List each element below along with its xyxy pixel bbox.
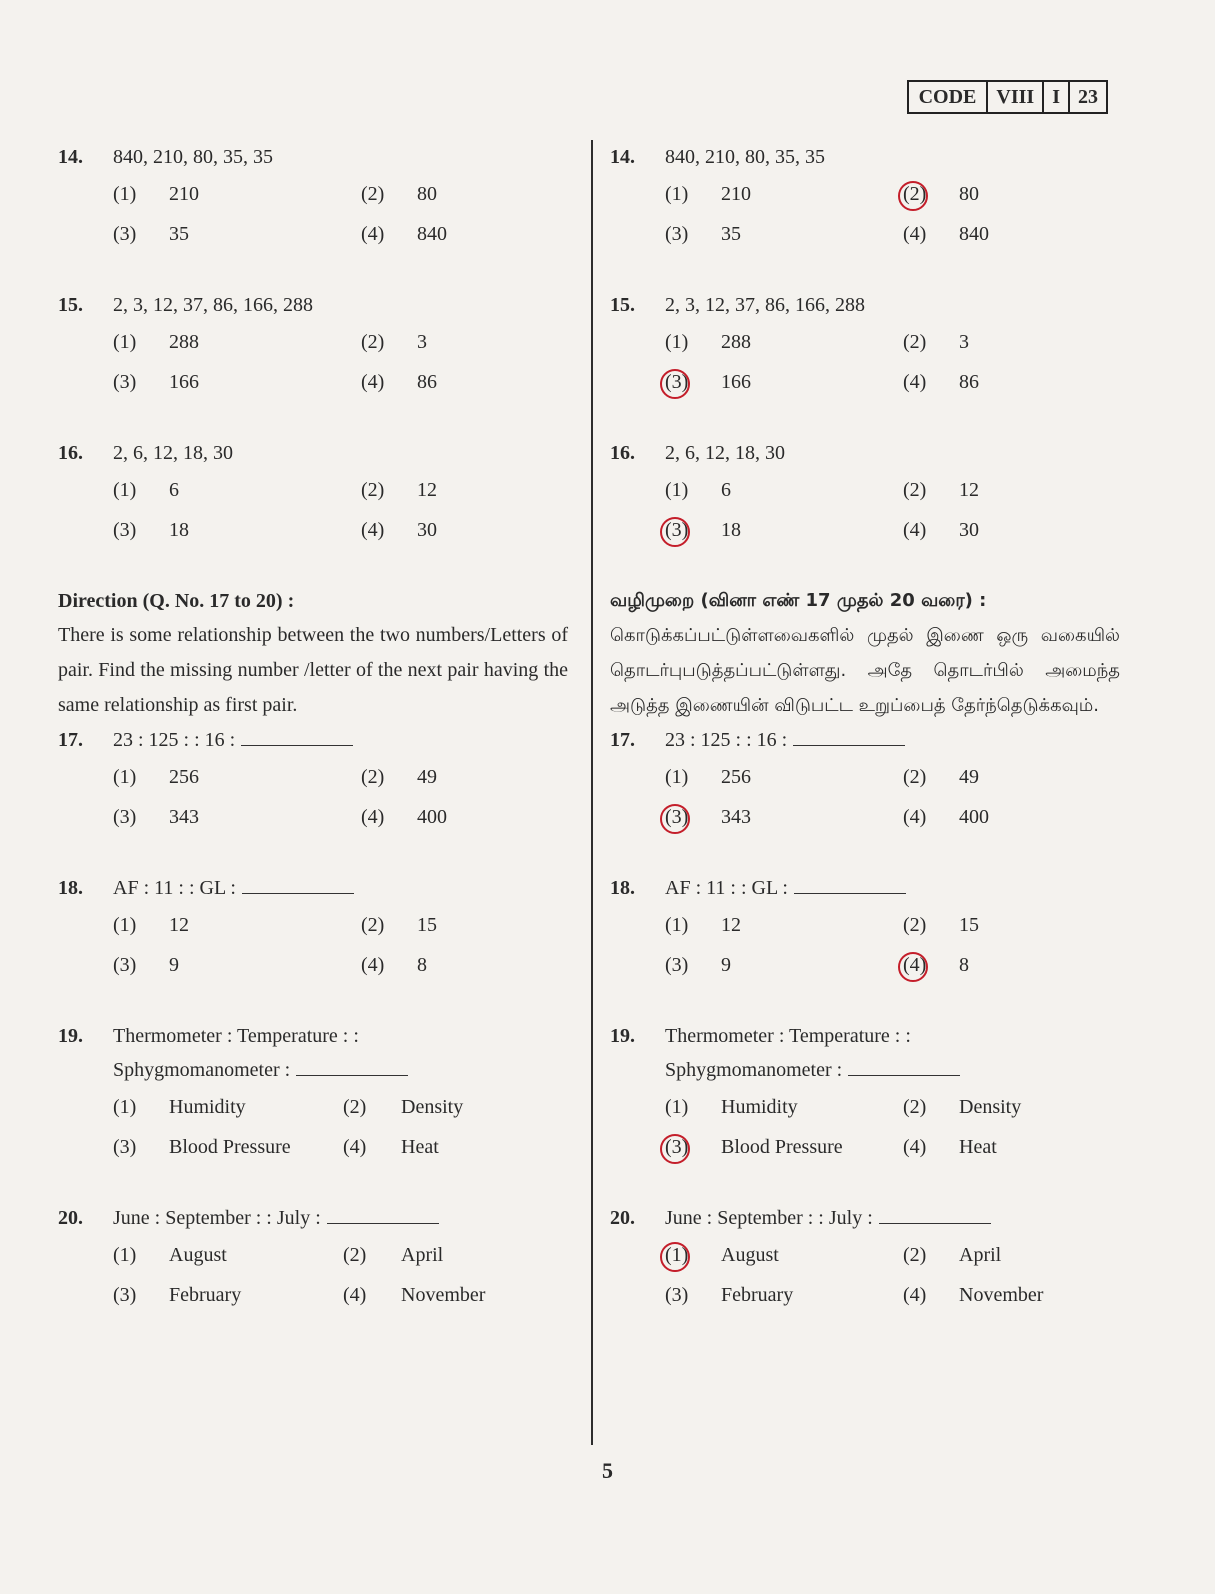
option-2 — [903, 322, 1103, 362]
option-3 — [113, 1275, 343, 1315]
tamil-column — [610, 140, 1120, 1349]
option-number: (4) — [361, 223, 385, 245]
option-1 — [113, 1087, 343, 1127]
option-3 — [665, 945, 903, 985]
option-value: 30 — [417, 519, 437, 541]
direction-title: Direction (Q. No. 17 to 20) : — [58, 590, 295, 612]
option-number: (4) — [903, 519, 927, 541]
option-number: (4) — [343, 1284, 367, 1306]
option-4 — [903, 362, 1103, 402]
option-1-marked — [665, 1235, 903, 1275]
option-value: 80 — [417, 183, 437, 205]
option-4 — [361, 214, 561, 254]
question-15 — [610, 288, 1120, 402]
option-1 — [113, 905, 361, 945]
option-number: (1) — [665, 1096, 689, 1118]
option-3 — [665, 214, 903, 254]
option-number: (3) — [113, 954, 137, 976]
question-14 — [58, 140, 568, 254]
option-number: (3) — [665, 954, 689, 976]
option-number: (1) — [665, 766, 689, 788]
option-value: 210 — [721, 183, 751, 205]
question-stem: 840, 210, 80, 35, 35 — [113, 146, 273, 168]
option-value: 15 — [417, 914, 437, 936]
option-value: 8 — [417, 954, 427, 976]
option-number: (2) — [903, 766, 927, 788]
option-4 — [903, 1275, 1103, 1315]
question-18 — [58, 871, 568, 985]
option-1 — [665, 174, 903, 214]
option-1 — [113, 757, 361, 797]
option-value: 840 — [417, 223, 447, 245]
option-number: (1) — [113, 914, 137, 936]
option-value: 15 — [959, 914, 979, 936]
option-number: (2) — [361, 914, 385, 936]
option-2 — [361, 174, 561, 214]
option-value: 18 — [169, 519, 189, 541]
option-2 — [903, 757, 1103, 797]
question-number: 16. — [58, 442, 83, 464]
option-4 — [343, 1127, 543, 1167]
option-number: (2) — [361, 766, 385, 788]
option-3 — [113, 1127, 343, 1167]
option-value: Density — [401, 1096, 464, 1118]
option-value: 18 — [721, 519, 741, 541]
question-number: 17. — [58, 729, 83, 751]
question-stem: 2, 6, 12, 18, 30 — [665, 442, 785, 464]
option-number: (2) — [903, 1244, 927, 1266]
option-2 — [903, 1235, 1103, 1275]
option-value: November — [959, 1284, 1044, 1306]
option-value: August — [169, 1244, 227, 1266]
question-stem: Thermometer : Temperature : : — [665, 1025, 911, 1047]
option-value: 35 — [169, 223, 189, 245]
question-stem: 23 : 125 : : 16 : — [665, 729, 788, 751]
option-value: 256 — [721, 766, 751, 788]
question-stem: 23 : 125 : : 16 : — [113, 729, 236, 751]
question-number: 19. — [610, 1025, 635, 1047]
question-19 — [58, 1019, 568, 1167]
option-3-marked — [665, 797, 903, 837]
option-number: (4) — [361, 519, 385, 541]
option-1 — [113, 322, 361, 362]
option-3-marked — [665, 1127, 903, 1167]
option-value: Heat — [959, 1136, 997, 1158]
question-stem: June : September : : July : — [113, 1207, 321, 1229]
option-1 — [113, 174, 361, 214]
question-15 — [58, 288, 568, 402]
option-2 — [361, 757, 561, 797]
answer-blank — [793, 727, 905, 746]
option-number: (1) — [113, 331, 137, 353]
question-number: 17. — [610, 729, 635, 751]
question-number: 14. — [58, 146, 83, 168]
option-value: 12 — [721, 914, 741, 936]
column-divider — [591, 140, 593, 1445]
question-20 — [58, 1201, 568, 1315]
english-column — [58, 140, 568, 1349]
question-number: 15. — [610, 294, 635, 316]
option-number: (1) — [113, 766, 137, 788]
question-stem: 2, 3, 12, 37, 86, 166, 288 — [113, 294, 313, 316]
question-number: 18. — [610, 877, 635, 899]
option-value: August — [721, 1244, 779, 1266]
answer-blank — [327, 1205, 439, 1224]
direction-title: வழிமுறை (வினா எண் 17 முதல் 20 வரை) : — [610, 590, 987, 611]
option-1 — [665, 470, 903, 510]
question-stem: 2, 3, 12, 37, 86, 166, 288 — [665, 294, 865, 316]
question-stem-line2: Sphygmomanometer : — [665, 1059, 843, 1081]
option-value: Humidity — [169, 1096, 246, 1118]
option-3 — [113, 510, 361, 550]
option-2 — [903, 470, 1103, 510]
option-value: 35 — [721, 223, 741, 245]
option-4 — [361, 797, 561, 837]
question-number: 14. — [610, 146, 635, 168]
question-stem: Thermometer : Temperature : : — [113, 1025, 359, 1047]
option-number: (1) — [665, 1235, 721, 1275]
option-value: April — [401, 1244, 444, 1266]
option-value: 166 — [169, 371, 199, 393]
option-number: (3) — [665, 1127, 721, 1167]
option-number: (3) — [113, 223, 137, 245]
option-1 — [113, 470, 361, 510]
option-2 — [343, 1235, 543, 1275]
option-2 — [361, 905, 561, 945]
option-value: 30 — [959, 519, 979, 541]
option-value: 288 — [721, 331, 751, 353]
option-number: (2) — [903, 914, 927, 936]
question-number: 15. — [58, 294, 83, 316]
option-3 — [113, 214, 361, 254]
option-number: (2) — [361, 183, 385, 205]
code-class: VIII — [986, 82, 1042, 112]
question-20 — [610, 1201, 1120, 1315]
answer-blank — [296, 1057, 408, 1076]
option-number: (1) — [665, 183, 689, 205]
option-value: 6 — [169, 479, 179, 501]
option-value: 49 — [417, 766, 437, 788]
question-17 — [58, 723, 568, 837]
option-value: February — [721, 1284, 794, 1306]
option-number: (3) — [665, 510, 721, 550]
option-number: (1) — [113, 1244, 137, 1266]
option-4-marked — [903, 945, 1103, 985]
option-number: (1) — [665, 331, 689, 353]
option-4 — [361, 362, 561, 402]
option-number: (3) — [113, 1284, 137, 1306]
option-number: (3) — [665, 362, 721, 402]
option-number: (3) — [113, 1136, 137, 1158]
option-number: (2) — [903, 331, 927, 353]
option-number: (4) — [903, 806, 927, 828]
option-number: (4) — [903, 371, 927, 393]
option-number: (2) — [343, 1096, 367, 1118]
option-1 — [665, 757, 903, 797]
option-4 — [903, 1127, 1103, 1167]
option-value: February — [169, 1284, 242, 1306]
question-16 — [58, 436, 568, 550]
option-number: (3) — [665, 223, 689, 245]
option-value: 840 — [959, 223, 989, 245]
question-number: 20. — [58, 1207, 83, 1229]
direction-text: There is some relationship between the two numbers/Letters of pair. Find the missing number /letter of the next pair having the same relationship as first pair. — [58, 624, 568, 716]
option-value: April — [959, 1244, 1002, 1266]
option-number: (3) — [665, 797, 721, 837]
question-number: 19. — [58, 1025, 83, 1047]
answer-blank — [241, 727, 353, 746]
option-value: 288 — [169, 331, 199, 353]
option-value: 400 — [959, 806, 989, 828]
option-3-marked — [665, 362, 903, 402]
question-19 — [610, 1019, 1120, 1167]
option-3-marked — [665, 510, 903, 550]
answer-blank — [879, 1205, 991, 1224]
option-value: 12 — [417, 479, 437, 501]
option-value: Blood Pressure — [721, 1136, 843, 1158]
option-2 — [903, 1087, 1103, 1127]
option-number: (2) — [903, 174, 959, 214]
code-year: 23 — [1068, 82, 1106, 112]
option-value: 3 — [959, 331, 969, 353]
option-4 — [361, 510, 561, 550]
question-stem: AF : 11 : : GL : — [113, 877, 236, 899]
option-value: 80 — [959, 183, 979, 205]
option-number: (4) — [361, 806, 385, 828]
option-value: 12 — [959, 479, 979, 501]
option-value: 8 — [959, 954, 969, 976]
option-value: November — [401, 1284, 486, 1306]
option-4 — [343, 1275, 543, 1315]
option-3 — [665, 1275, 903, 1315]
option-value: Density — [959, 1096, 1022, 1118]
option-value: 400 — [417, 806, 447, 828]
option-3 — [113, 797, 361, 837]
option-number: (3) — [665, 1284, 689, 1306]
option-2 — [343, 1087, 543, 1127]
answer-blank — [794, 875, 906, 894]
option-number: (4) — [903, 1136, 927, 1158]
option-2-marked — [903, 174, 1103, 214]
option-4 — [903, 214, 1103, 254]
option-value: 86 — [417, 371, 437, 393]
code-box — [907, 80, 1108, 114]
answer-blank — [848, 1057, 960, 1076]
option-number: (1) — [113, 183, 137, 205]
option-value: 86 — [959, 371, 979, 393]
option-value: Humidity — [721, 1096, 798, 1118]
option-number: (3) — [113, 806, 137, 828]
code-set: I — [1042, 82, 1068, 112]
option-2 — [361, 470, 561, 510]
option-number: (4) — [361, 371, 385, 393]
option-number: (2) — [903, 1096, 927, 1118]
option-4 — [361, 945, 561, 985]
option-number: (4) — [361, 954, 385, 976]
answer-blank — [242, 875, 354, 894]
question-16 — [610, 436, 1120, 550]
option-value: 343 — [169, 806, 199, 828]
option-number: (3) — [113, 371, 137, 393]
option-number: (1) — [665, 914, 689, 936]
option-number: (2) — [903, 479, 927, 501]
question-stem: June : September : : July : — [665, 1207, 873, 1229]
option-4 — [903, 510, 1103, 550]
option-number: (2) — [361, 479, 385, 501]
page-number: 5 — [602, 1458, 613, 1483]
option-number: (4) — [903, 223, 927, 245]
option-2 — [361, 322, 561, 362]
option-value: 3 — [417, 331, 427, 353]
option-1 — [665, 1087, 903, 1127]
question-18 — [610, 871, 1120, 985]
question-stem: 840, 210, 80, 35, 35 — [665, 146, 825, 168]
option-value: Blood Pressure — [169, 1136, 291, 1158]
option-value: 343 — [721, 806, 751, 828]
option-1 — [665, 322, 903, 362]
option-value: 256 — [169, 766, 199, 788]
option-value: 6 — [721, 479, 731, 501]
option-value: 166 — [721, 371, 751, 393]
option-1 — [665, 905, 903, 945]
direction-text: கொடுக்கப்பட்டுள்ளவைகளில் முதல் இணை ஒரு வகையில் தொடர்புபடுத்தப்பட்டுள்ளது. அதே தொடர்பில் அமைந்த அடுத்த இணையின் விடுபட்ட உறுப்பைத் தேர்ந்தெடுக்கவும். — [610, 625, 1120, 716]
option-number: (1) — [113, 1096, 137, 1118]
question-stem: AF : 11 : : GL : — [665, 877, 788, 899]
option-value: 210 — [169, 183, 199, 205]
question-14 — [610, 140, 1120, 254]
option-number: (1) — [113, 479, 137, 501]
question-number: 20. — [610, 1207, 635, 1229]
question-stem: 2, 6, 12, 18, 30 — [113, 442, 233, 464]
option-value: 9 — [721, 954, 731, 976]
option-value: 49 — [959, 766, 979, 788]
option-number: (1) — [665, 479, 689, 501]
option-number: (4) — [903, 1284, 927, 1306]
question-stem-line2: Sphygmomanometer : — [113, 1059, 291, 1081]
option-4 — [903, 797, 1103, 837]
option-1 — [113, 1235, 343, 1275]
option-value: 9 — [169, 954, 179, 976]
question-17 — [610, 723, 1120, 837]
option-number: (2) — [343, 1244, 367, 1266]
option-number: (4) — [343, 1136, 367, 1158]
option-3 — [113, 362, 361, 402]
question-number: 18. — [58, 877, 83, 899]
option-2 — [903, 905, 1103, 945]
question-number: 16. — [610, 442, 635, 464]
option-value: Heat — [401, 1136, 439, 1158]
option-value: 12 — [169, 914, 189, 936]
option-3 — [113, 945, 361, 985]
code-label: CODE — [918, 86, 977, 108]
option-number: (2) — [361, 331, 385, 353]
option-number: (4) — [903, 945, 959, 985]
option-number: (3) — [113, 519, 137, 541]
